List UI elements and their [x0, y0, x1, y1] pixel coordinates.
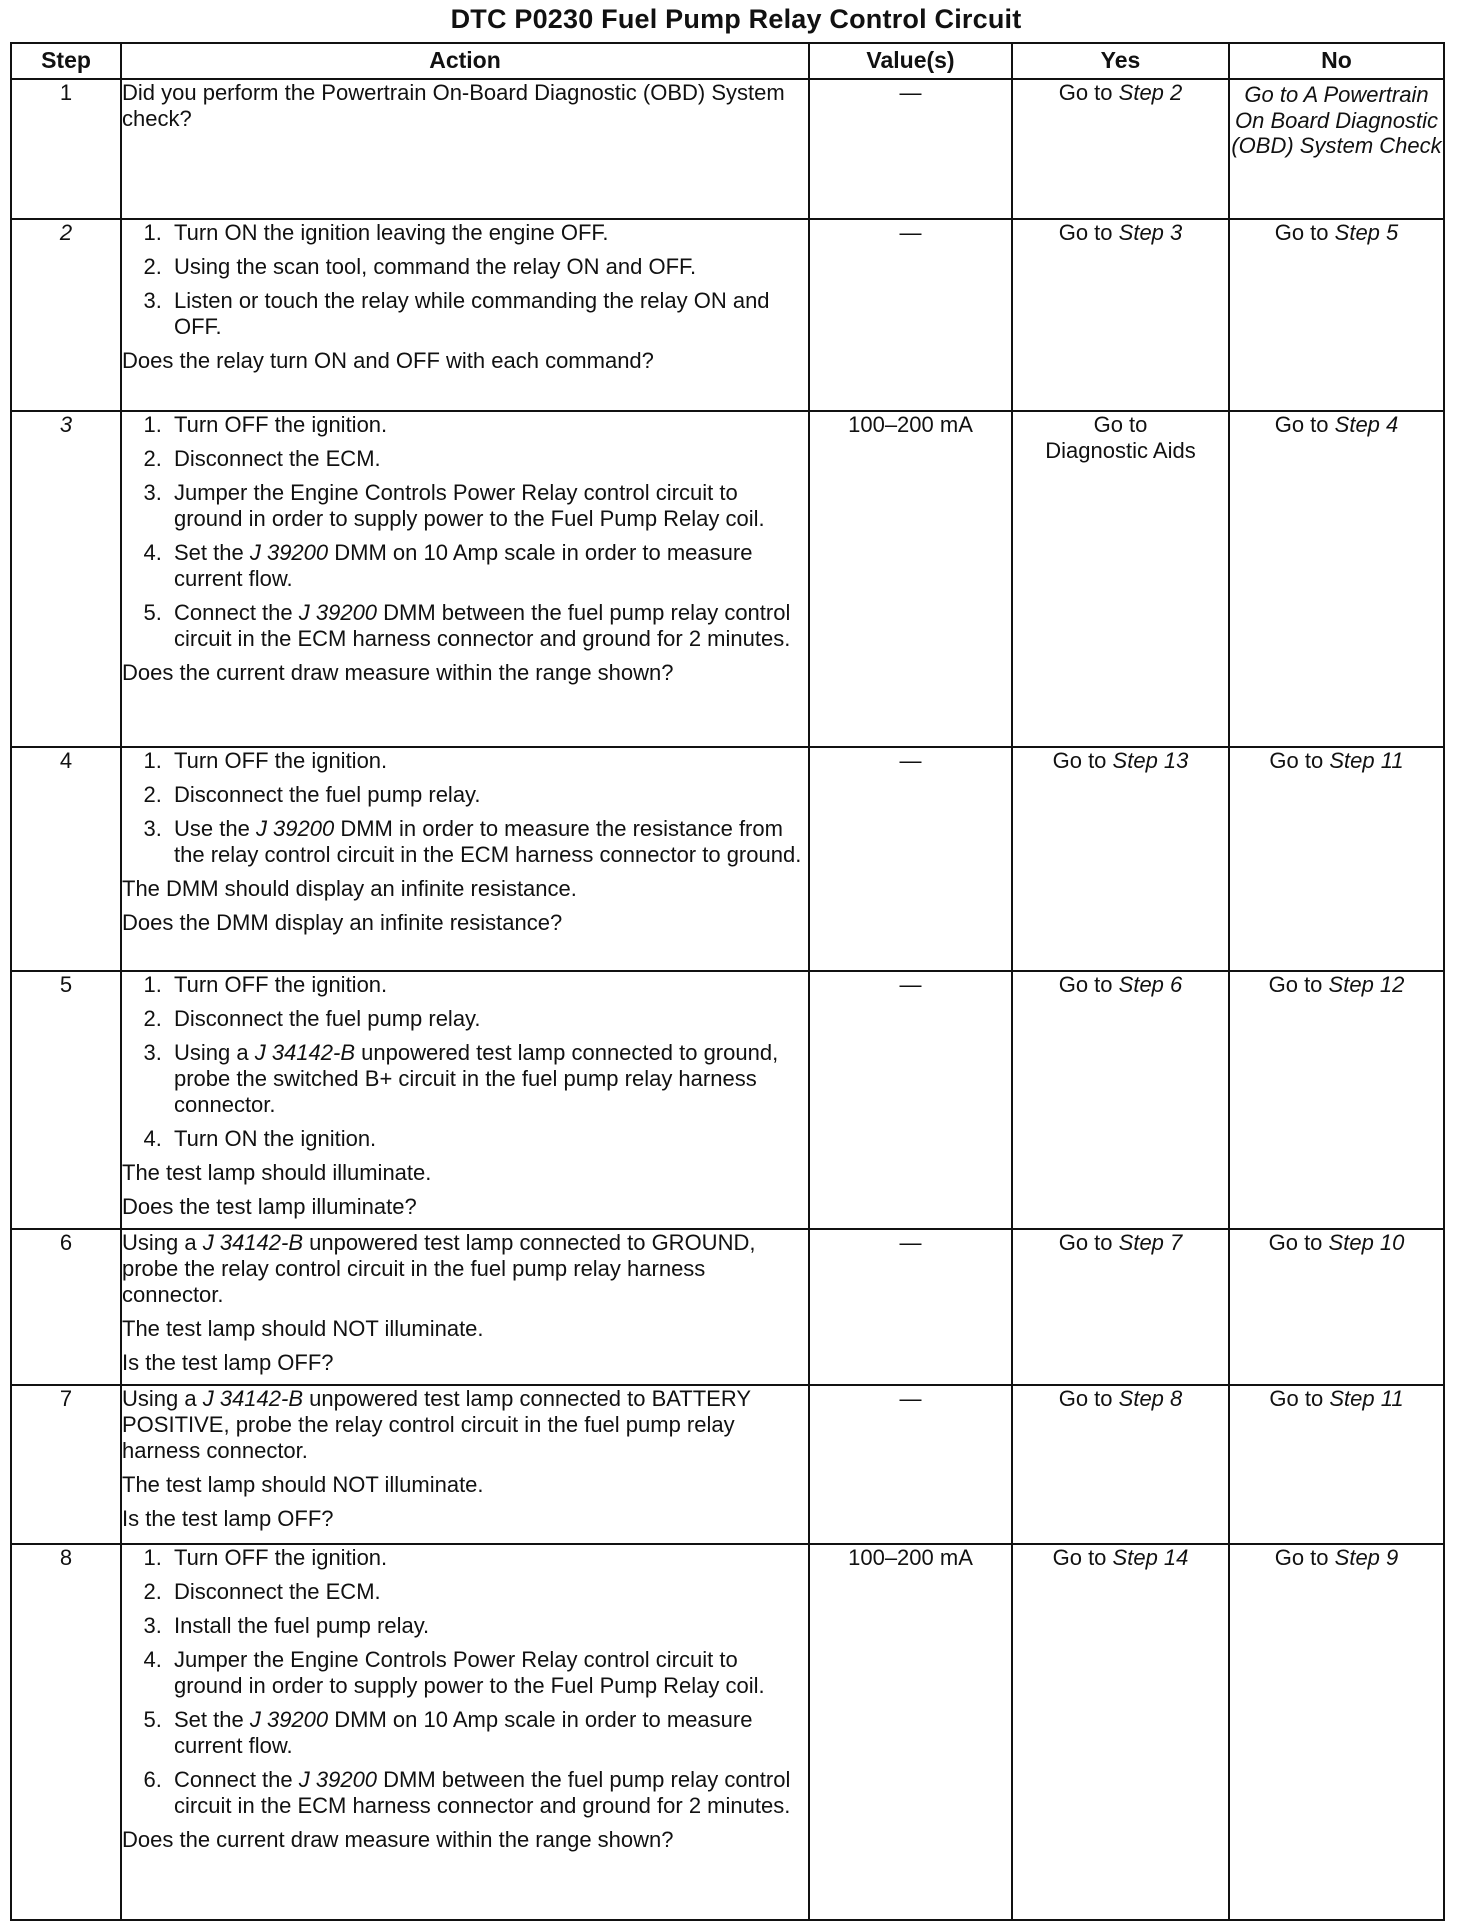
action-text: Did you perform the Powertrain On-Board Diagnostic (OBD) System check? [122, 80, 785, 131]
yes-cell [1012, 971, 1229, 1229]
list-item [168, 1767, 808, 1819]
value-cell: — [809, 747, 1012, 971]
list-item: 4. Jumper the Engine Controls Power Relay control circuit to ground in order to supply power to the Fuel Pump Relay coil. [168, 1647, 808, 1699]
tool-name: J 39200 [249, 1706, 329, 1732]
expected-result-text: The test lamp should illuminate. [122, 1159, 432, 1185]
list-item: 1. Turn OFF the ignition. [168, 972, 808, 998]
yes-goto-link[interactable]: Step 14 [1112, 1545, 1189, 1570]
list-item: 3. Listen or touch the relay while commanding the relay ON and OFF. [168, 288, 808, 340]
action-text-part: Using a [122, 1230, 203, 1255]
table-row [11, 411, 1444, 747]
no-goto-label: Go to [1269, 748, 1324, 773]
expected-result-text: The test lamp should NOT illuminate. [122, 1471, 484, 1497]
header-values: Value(s) [809, 43, 1012, 79]
no-goto-label: Go to [1269, 1386, 1324, 1411]
list-item: 2. Using the scan tool, command the relay ON and OFF. [168, 254, 808, 280]
action-text-part: DMM on 10 Amp scale in order to measure current flow. [174, 539, 753, 591]
question-text: Does the current draw measure within the range shown? [122, 1826, 674, 1852]
action-cell [121, 1385, 809, 1544]
yes-cell [1012, 1385, 1229, 1544]
question-text: Is the test lamp OFF? [122, 1505, 334, 1531]
action-cell [121, 971, 809, 1229]
no-cell [1229, 411, 1444, 747]
list-item: 2. Disconnect the fuel pump relay. [168, 782, 808, 808]
action-text [122, 1230, 808, 1308]
action-text-part: DMM between the fuel pump relay control circuit in the ECM harness connector and ground for 2 minutes. [174, 599, 791, 651]
no-goto-label: Go to [1274, 1545, 1329, 1570]
table-row [11, 1229, 1444, 1385]
yes-goto-label: Go to [1052, 748, 1107, 773]
tool-name: J 34142-B [254, 1039, 356, 1065]
no-cell [1229, 1544, 1444, 1920]
no-goto-link[interactable]: Step 11 [1329, 1386, 1404, 1411]
yes-goto-label: Go to [1058, 1230, 1113, 1255]
tool-name: J 39200 [298, 1766, 378, 1792]
table-row [11, 747, 1444, 971]
page-title: DTC P0230 Fuel Pump Relay Control Circuit [450, 4, 1022, 34]
yes-cell [1012, 219, 1229, 411]
table-header-row [11, 43, 1444, 79]
no-goto-link[interactable]: Step 10 [1328, 1230, 1405, 1255]
action-cell [121, 219, 809, 411]
value-cell: — [809, 79, 1012, 219]
action-text-part: Connect the [174, 1766, 299, 1792]
no-goto-label: Go to [1268, 1230, 1323, 1255]
list-item [168, 1707, 808, 1759]
value-cell: 100–200 mA [809, 411, 1012, 747]
question-text: Does the relay turn ON and OFF with each command? [122, 347, 654, 373]
yes-goto-label: Go to [1052, 1545, 1107, 1570]
action-text [122, 1386, 808, 1464]
question-text: Does the test lamp illuminate? [122, 1193, 417, 1219]
no-cell [1229, 747, 1444, 971]
action-text-part: Set the [174, 539, 250, 565]
list-item: 1. Turn OFF the ignition. [168, 748, 808, 774]
yes-goto-link[interactable]: Step 6 [1118, 972, 1183, 997]
diagnostic-table [10, 42, 1445, 1921]
action-cell [121, 747, 809, 971]
value-cell: — [809, 1229, 1012, 1385]
action-text-part: Connect the [174, 599, 299, 625]
list-item: 3. Jumper the Engine Controls Power Relay control circuit to ground in order to supply power to the Fuel Pump Relay coil. [168, 480, 808, 532]
list-item: 1. Turn OFF the ignition. [168, 412, 808, 438]
yes-cell [1012, 79, 1229, 219]
no-goto-label: Go to [1274, 220, 1329, 245]
no-goto-link[interactable]: Go to A Powertrain On Board Diagnostic (OBD) System Check [1231, 82, 1442, 159]
tool-name: J 39200 [298, 599, 378, 625]
yes-cell [1012, 747, 1229, 971]
value-cell: — [809, 1385, 1012, 1544]
yes-goto-label: Go to [1058, 220, 1113, 245]
instruction-list [122, 412, 808, 652]
list-item: 2. Disconnect the ECM. [168, 446, 808, 472]
table-row [11, 219, 1444, 411]
table-row [11, 1544, 1444, 1920]
action-cell [121, 79, 809, 219]
action-text-part: Use the [174, 815, 256, 841]
yes-goto-link[interactable]: Step 2 [1118, 80, 1183, 105]
yes-goto-label: Go to [1093, 412, 1148, 437]
expected-result-text: The test lamp should NOT illuminate. [122, 1315, 484, 1341]
action-text-part: Set the [174, 1706, 250, 1732]
list-item [168, 1040, 808, 1118]
list-item [168, 540, 808, 592]
action-text-part: unpowered test lamp connected to ground, probe the switched B+ circuit in the fuel pump relay harness connector. [174, 1039, 779, 1117]
list-item [168, 600, 808, 652]
tool-name: J 34142-B [202, 1230, 304, 1255]
tool-name: J 34142-B [202, 1386, 304, 1411]
action-cell [121, 1229, 809, 1385]
yes-goto-label: Go to [1058, 1386, 1113, 1411]
instruction-list [122, 1545, 808, 1819]
value-cell: — [809, 219, 1012, 411]
no-cell [1229, 971, 1444, 1229]
action-text-part: unpowered test lamp connected to GROUND, probe the relay control circuit in the fuel pump relay harness connector. [122, 1230, 756, 1307]
yes-goto-link[interactable]: Step 13 [1112, 748, 1189, 773]
yes-cell [1012, 411, 1229, 747]
no-goto-link[interactable]: Step 5 [1334, 220, 1399, 245]
action-cell [121, 411, 809, 747]
expected-result-text: The DMM should display an infinite resistance. [122, 875, 577, 901]
step-number: 7 [11, 1385, 121, 1544]
step-number: 3 [11, 411, 121, 747]
no-goto-link[interactable]: Step 12 [1328, 972, 1405, 997]
step-number: 5 [11, 971, 121, 1229]
question-text: Does the current draw measure within the range shown? [122, 659, 674, 685]
no-cell [1229, 1229, 1444, 1385]
value-cell: 100–200 mA [809, 1544, 1012, 1920]
value-cell: — [809, 971, 1012, 1229]
no-cell [1229, 219, 1444, 411]
yes-cell [1012, 1544, 1229, 1920]
question-text: Does the DMM display an infinite resistance? [122, 909, 563, 935]
action-text-part: DMM in order to measure the resistance from the relay control circuit in the ECM harness connector to ground. [174, 815, 802, 867]
no-goto-link[interactable]: Step 11 [1329, 748, 1404, 773]
no-goto-label: Go to [1274, 412, 1329, 437]
header-no: No [1229, 43, 1444, 79]
instruction-list [122, 972, 808, 1152]
yes-goto-link[interactable]: Step 8 [1118, 1386, 1183, 1411]
header-step: Step [11, 43, 121, 79]
instruction-list [122, 748, 808, 868]
header-yes: Yes [1012, 43, 1229, 79]
no-cell [1229, 79, 1444, 219]
tool-name: J 39200 [249, 539, 329, 565]
step-number: 8 [11, 1544, 121, 1920]
no-goto-label: Go to [1268, 972, 1323, 997]
no-cell [1229, 1385, 1444, 1544]
yes-goto-label: Go to [1058, 80, 1113, 105]
step-number: 4 [11, 747, 121, 971]
action-text-part: unpowered test lamp connected to BATTERY POSITIVE, probe the relay control circuit in the fuel pump relay harness connector. [122, 1386, 751, 1463]
list-item [168, 816, 808, 868]
table-row [11, 79, 1444, 219]
action-text-part: Using a [122, 1386, 203, 1411]
action-text-part: DMM between the fuel pump relay control circuit in the ECM harness connector and ground for 2 minutes. [174, 1766, 791, 1818]
action-cell [121, 1544, 809, 1920]
action-text-part: Using a [174, 1039, 255, 1065]
list-item: 4. Turn ON the ignition. [168, 1126, 808, 1152]
no-goto-link[interactable]: Step 4 [1334, 412, 1399, 437]
no-goto-link[interactable]: Step 9 [1334, 1545, 1399, 1570]
yes-goto-link[interactable]: Diagnostic Aids [1045, 437, 1196, 463]
yes-goto-label: Go to [1058, 972, 1113, 997]
step-number: 1 [11, 79, 121, 219]
list-item: 1. Turn OFF the ignition. [168, 1545, 808, 1571]
tool-name: J 39200 [255, 815, 335, 841]
table-row [11, 971, 1444, 1229]
list-item: 1. Turn ON the ignition leaving the engine OFF. [168, 220, 808, 246]
yes-cell [1012, 1229, 1229, 1385]
question-text: Is the test lamp OFF? [122, 1349, 334, 1375]
list-item: 2. Disconnect the fuel pump relay. [168, 1006, 808, 1032]
action-text-part: DMM on 10 Amp scale in order to measure current flow. [174, 1706, 753, 1758]
step-number: 6 [11, 1229, 121, 1385]
instruction-list [122, 220, 808, 340]
yes-goto-link[interactable]: Step 3 [1118, 220, 1183, 245]
list-item: 2. Disconnect the ECM. [168, 1579, 808, 1605]
list-item: 3. Install the fuel pump relay. [168, 1613, 808, 1639]
yes-goto-link[interactable]: Step 7 [1118, 1230, 1183, 1255]
table-row [11, 1385, 1444, 1544]
step-number: 2 [11, 219, 121, 411]
header-action: Action [121, 43, 809, 79]
